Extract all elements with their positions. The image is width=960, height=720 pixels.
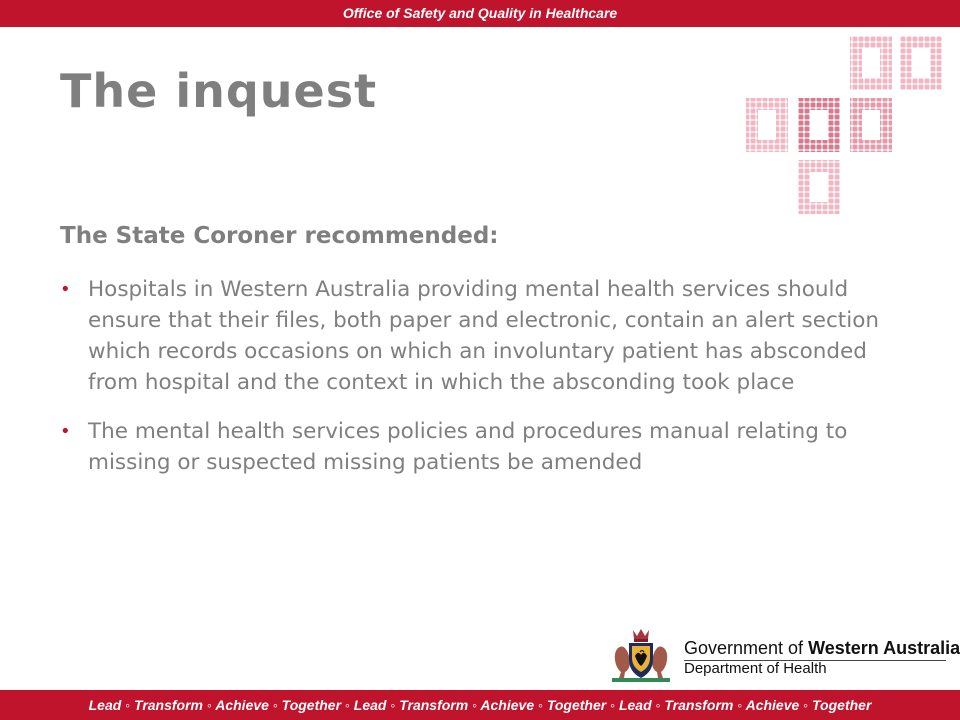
bullet-dot-icon: • bbox=[60, 421, 71, 442]
government-name bbox=[684, 638, 960, 658]
list-item-text: Hospitals in Western Australia providing mental health services should ensure that their files, both paper and electronic, contain an alert section which records occasions on which an involuntary patient has absconded from hospital and the context in which the absconding took place bbox=[88, 277, 879, 395]
bullet-dot-icon: • bbox=[60, 279, 71, 300]
deco-square bbox=[746, 98, 788, 152]
list-item bbox=[60, 274, 900, 398]
government-logo bbox=[596, 622, 960, 688]
header-banner: Office of Safety and Quality in Healthcare bbox=[0, 0, 960, 27]
deco-square bbox=[850, 98, 892, 152]
department-name: Department of Health bbox=[684, 660, 827, 677]
list-item bbox=[60, 416, 900, 478]
recommendation-heading: The State Coroner recommended: bbox=[60, 223, 499, 249]
list-item-text: The mental health services policies and procedures manual relating to missing or suspected missing patients be amended bbox=[88, 419, 848, 475]
footer-tagline: Lead ◦ Transform ◦ Achieve ◦ Together ◦ Lead ◦ Transform ◦ Achieve ◦ Together ◦ Lead ◦ Transform ◦ Achieve ◦ Together bbox=[0, 690, 960, 720]
deco-square bbox=[798, 160, 840, 214]
recommendation-list bbox=[60, 274, 900, 496]
deco-square bbox=[900, 36, 942, 90]
deco-square bbox=[798, 98, 840, 152]
government-name-state: Western Australia bbox=[808, 638, 960, 658]
government-name-prefix: Government of bbox=[684, 638, 809, 658]
wa-coat-of-arms-icon bbox=[604, 626, 678, 684]
deco-square bbox=[850, 36, 892, 90]
slide-title: The inquest bbox=[60, 64, 378, 118]
